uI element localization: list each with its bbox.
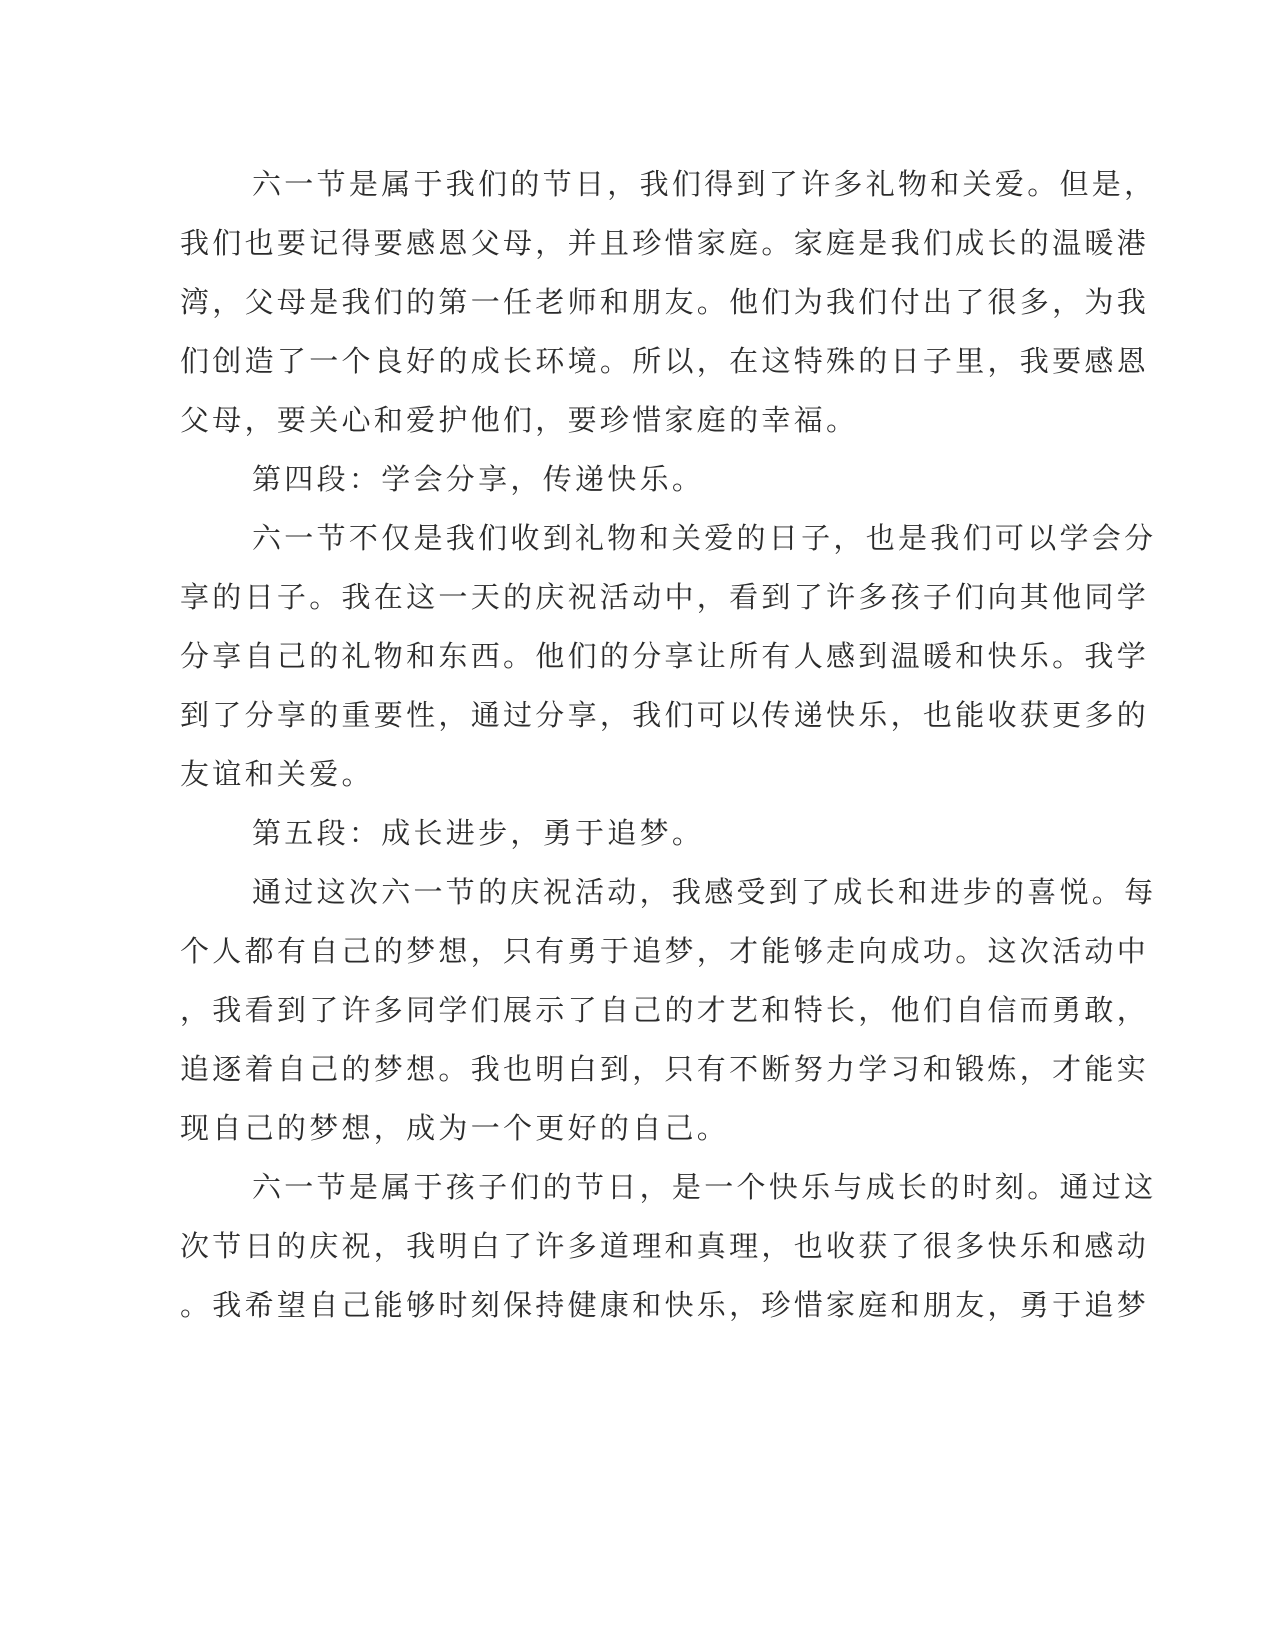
paragraph-dreams [180,863,1157,1158]
text-line: 六一节是属于孩子们的节日，是一个快乐与成长的时刻。通过这 [252,1170,1157,1204]
text-line: 我们也要记得要感恩父母，并且珍惜家庭。家庭是我们成长的温暖港 [180,226,1150,260]
text-line: 六一节是属于我们的节日，我们得到了许多礼物和关爱。但是， [252,167,1157,201]
text-line: 享的日子。我在这一天的庆祝活动中，看到了许多孩子们向其他同学 [180,580,1150,614]
text-line: 追逐着自己的梦想。我也明白到，只有不断努力学习和锻炼，才能实 [180,1052,1150,1086]
text-line: 通过这次六一节的庆祝活动，我感受到了成长和进步的喜悦。每 [252,875,1157,909]
text-line: 分享自己的礼物和东西。他们的分享让所有人感到温暖和快乐。我学 [180,639,1150,673]
text-line: 到了分享的重要性，通过分享，我们可以传递快乐，也能收获更多的 [180,698,1150,732]
paragraph-sharing [180,509,1157,804]
text-line: 友谊和关爱。 [180,757,374,791]
heading-line: 第四段：学会分享，传递快乐。 [252,462,705,496]
text-line: 父母，要关心和爱护他们，要珍惜家庭的幸福。 [180,403,859,437]
document-body [180,155,1157,1335]
paragraph-gratitude [180,155,1157,450]
heading-line: 第五段：成长进步，勇于追梦。 [252,816,705,850]
text-line: 现自己的梦想，成为一个更好的自己。 [180,1111,730,1145]
text-line: 次节日的庆祝，我明白了许多道理和真理，也收获了很多快乐和感动 [180,1229,1150,1263]
text-line: ，我看到了许多同学们展示了自己的才艺和特长，他们自信而勇敢， [180,993,1150,1027]
text-line: 六一节不仅是我们收到礼物和关爱的日子，也是我们可以学会分 [252,521,1157,555]
section-heading-4 [180,450,1040,509]
text-line: 湾，父母是我们的第一任老师和朋友。他们为我们付出了很多，为我 [180,285,1150,319]
text-line: 们创造了一个良好的成长环境。所以，在这特殊的日子里，我要感恩 [180,344,1150,378]
paragraph-conclusion [180,1158,1157,1335]
text-line: 。我希望自己能够时刻保持健康和快乐，珍惜家庭和朋友，勇于追梦 [180,1288,1150,1322]
section-heading-5 [180,804,1040,863]
text-line: 个人都有自己的梦想，只有勇于追梦，才能够走向成功。这次活动中 [180,934,1150,968]
